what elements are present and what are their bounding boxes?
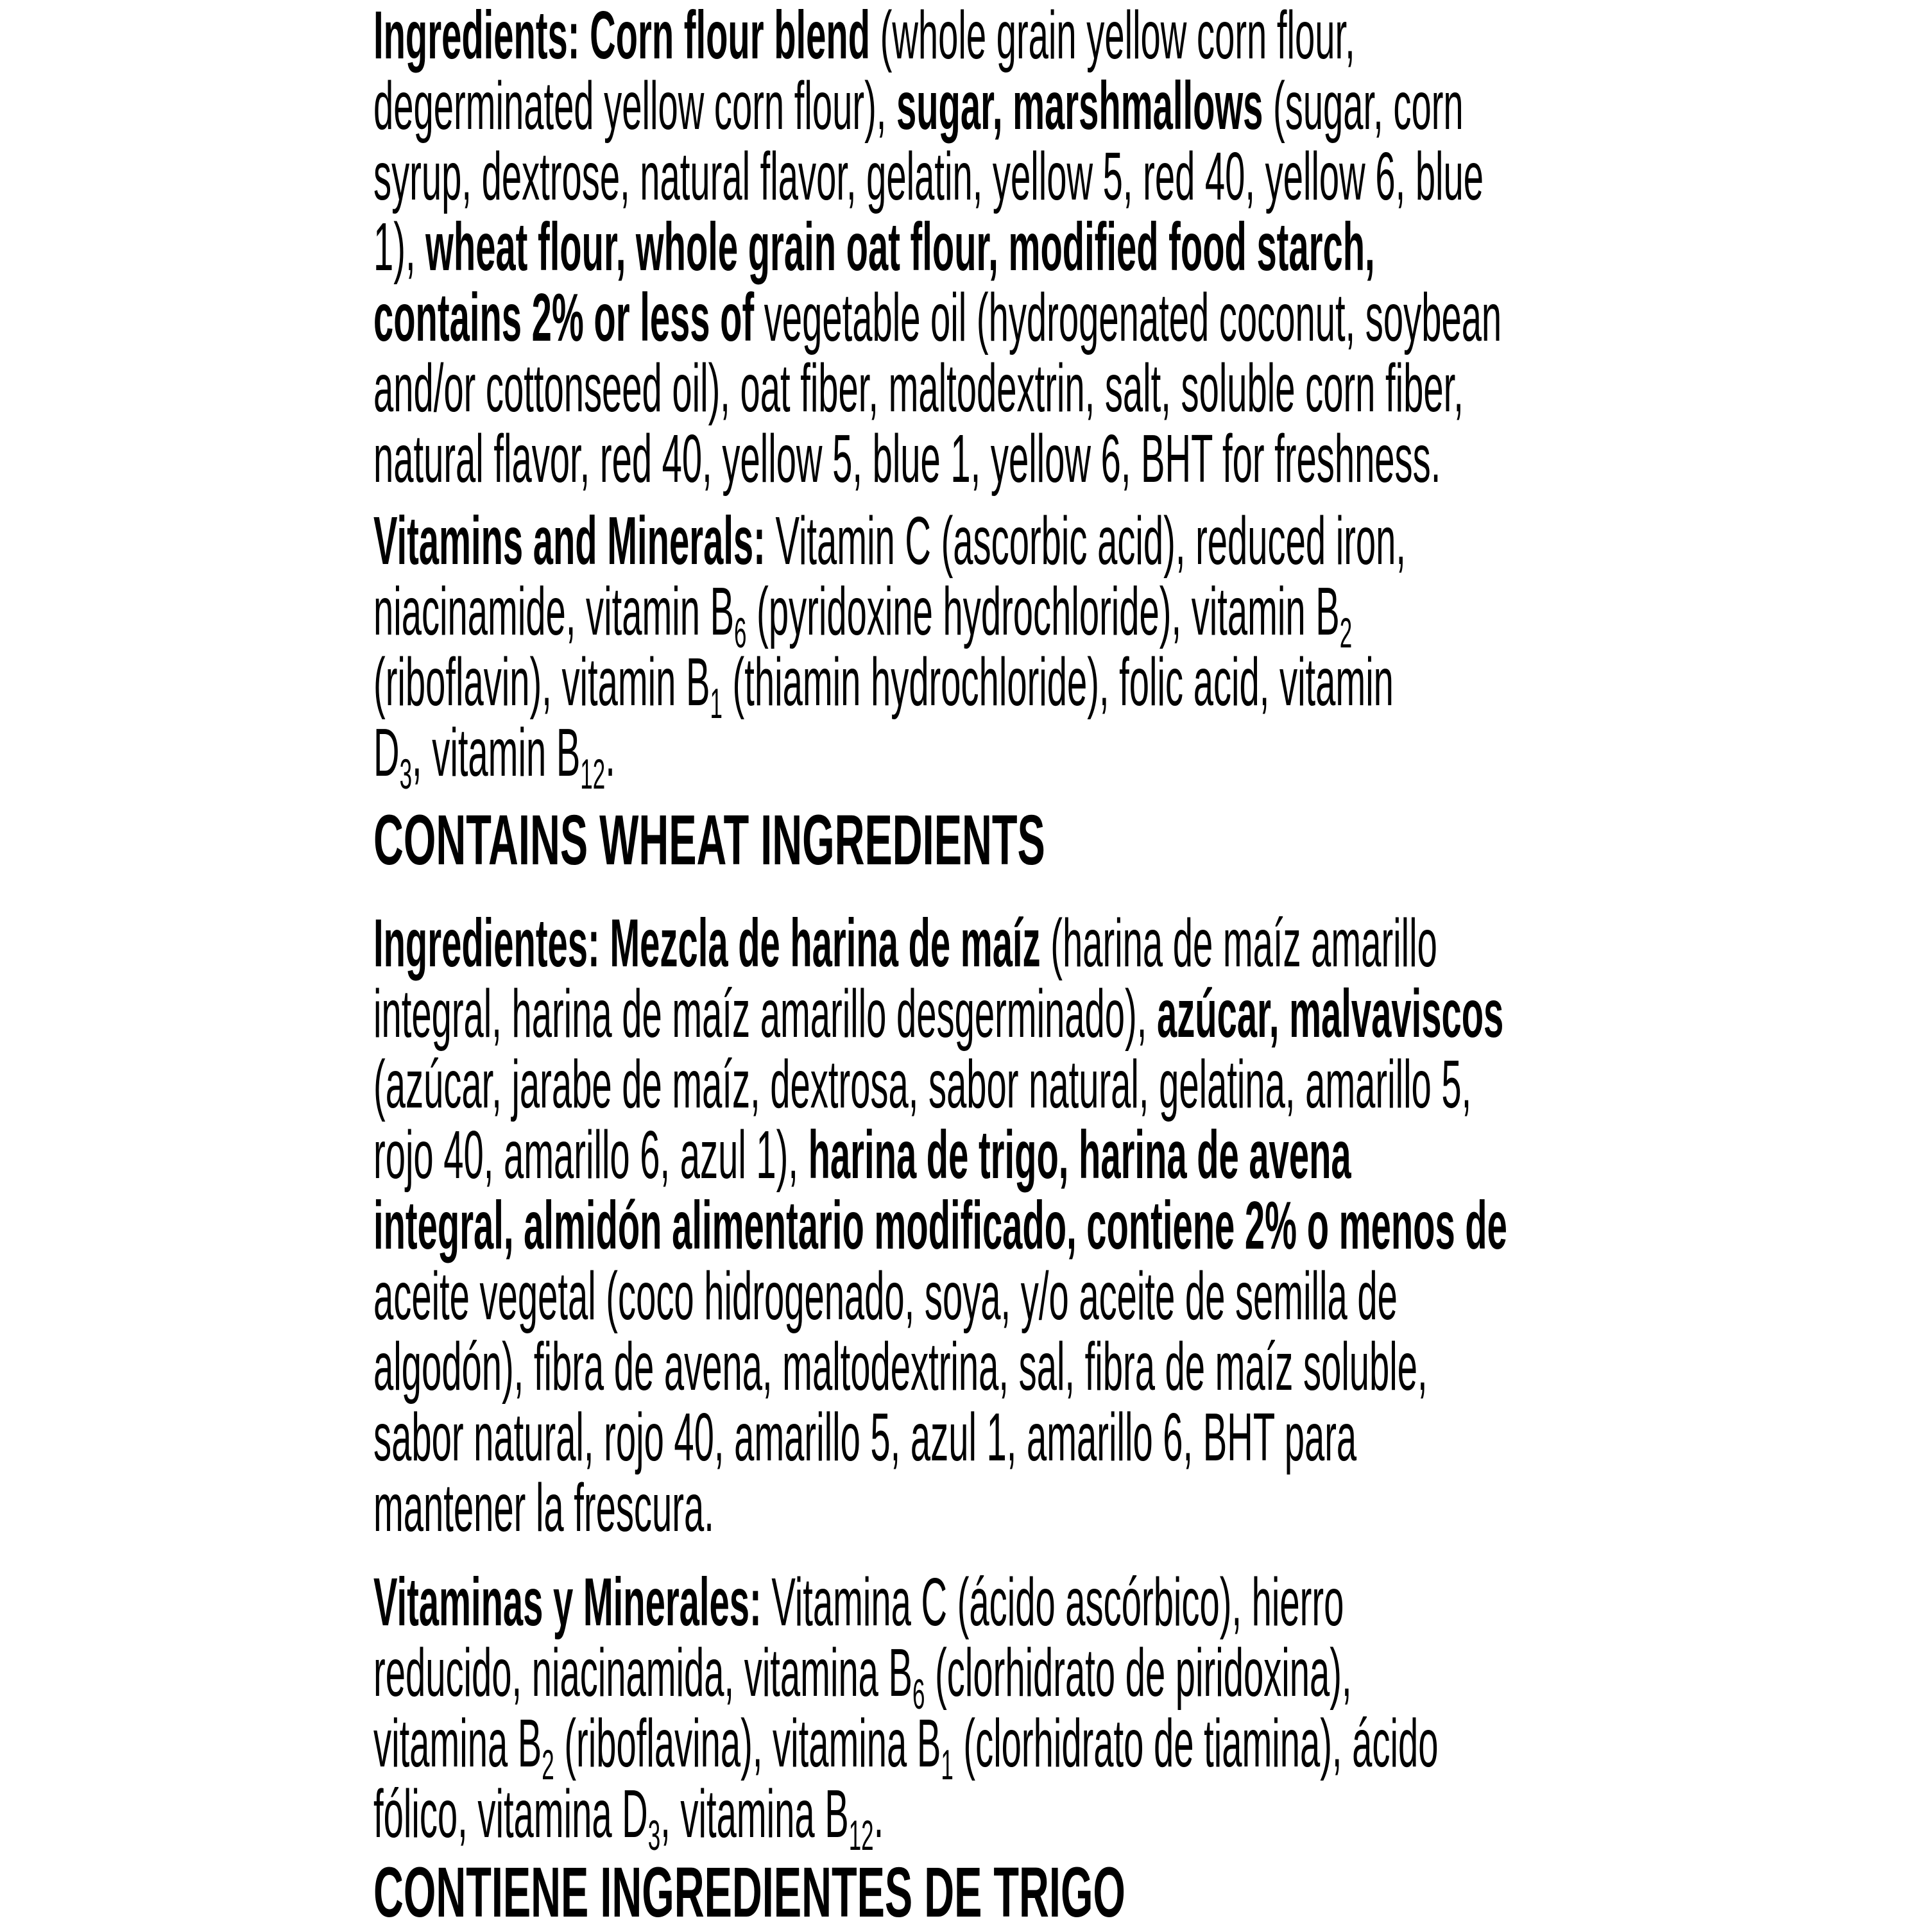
text-run: (clorhidrato de piridoxina),: [925, 1635, 1352, 1711]
text-line: [373, 1635, 1352, 1718]
ingredients-en-paragraph: [373, 0, 1925, 497]
text-line: [373, 1399, 1357, 1475]
text-line: [373, 0, 1355, 73]
text-run: syrup, dextrose, natural flavor, gelatin, yellow 5, red 40, yellow 6, blue: [373, 139, 1484, 214]
text-line: [373, 503, 1407, 579]
text-line: [373, 1047, 1472, 1122]
text-run: (thiamin hydrochloride), folic acid, vitamin: [722, 644, 1394, 720]
text-line: [373, 1564, 1344, 1640]
text-run: .: [605, 715, 615, 791]
subscript-text-run: 3: [399, 750, 413, 798]
text-run: (clorhidrato de tiamina), ácido: [953, 1705, 1439, 1781]
text-run: (riboflavin), vitamin B: [373, 644, 710, 720]
subscript-text-run: 6: [912, 1670, 925, 1718]
text-line: [373, 1117, 1351, 1193]
bold-text-run: azúcar, malvaviscos: [1156, 976, 1504, 1052]
ingredients-label-panel: [373, 0, 1925, 1932]
vitamins-es-paragraph: [373, 1564, 1925, 1859]
text-run: niacinamide, vitamin B: [373, 574, 735, 649]
text-run: (riboflavina), vitamina B: [554, 1705, 941, 1781]
text-line: [373, 715, 1196, 798]
text-run: fólico, vitamina D: [373, 1776, 648, 1852]
text-line: [373, 1470, 1196, 1546]
subscript-text-run: 2: [542, 1741, 554, 1788]
text-line: [373, 68, 1464, 144]
text-run: , vitamin B: [412, 715, 581, 791]
bold-text-run: Ingredientes: Mezcla de harina de maíz: [373, 905, 1051, 981]
text-line: [373, 1258, 1398, 1334]
text-line: [373, 1705, 1439, 1788]
text-run: (whole grain yellow corn flour,: [880, 0, 1355, 73]
text-run: algodón), fibra de avena, maltodextrina, sal, fibra de maíz soluble,: [373, 1329, 1428, 1405]
bold-text-run: Ingredients: Corn flour blend: [373, 0, 880, 73]
text-line: [373, 644, 1394, 727]
subscript-text-run: 12: [848, 1811, 874, 1859]
text-run: integral, harina de maíz amarillo desgerminado),: [373, 976, 1157, 1052]
text-run: reducido, niacinamida, vitamina B: [373, 1635, 913, 1711]
bold-text-run: Vitaminas y Minerales:: [373, 1564, 772, 1640]
allergen-statement-es-text: CONTIENE INGREDIENTES DE TRIGO: [373, 1853, 1125, 1932]
text-run: .: [873, 1776, 884, 1852]
bold-text-run: Vitamins and Minerals:: [373, 503, 776, 579]
subscript-text-run: 2: [1339, 609, 1353, 656]
bold-text-run: harina de trigo, harina de avena: [808, 1117, 1351, 1193]
text-run: vegetable oil (hydrogenated coconut, soybean: [764, 280, 1502, 355]
text-line: [373, 976, 1504, 1052]
subscript-text-run: 6: [734, 609, 747, 656]
subscript-text-run: 1: [710, 680, 723, 727]
text-run: (pyridoxine hydrochloride), vitamin B: [746, 574, 1340, 649]
text-line: [373, 350, 1464, 426]
text-run: Vitamina C (ácido ascórbico), hierro: [771, 1564, 1344, 1640]
text-line: [373, 905, 1437, 981]
text-run: 1),: [373, 209, 426, 285]
text-run: degerminated yellow corn flour),: [373, 68, 896, 144]
text-run: aceite vegetal (coco hidrogenado, soya, y/o aceite de semilla de: [373, 1258, 1398, 1334]
text-run: Vitamin C (ascorbic acid), reduced iron,: [775, 503, 1407, 579]
text-line: [373, 280, 1502, 355]
text-run: (azúcar, jarabe de maíz, dextrosa, sabor natural, gelatina, amarillo 5,: [373, 1047, 1472, 1122]
text-line: [373, 139, 1484, 214]
bold-text-run: integral, almidón alimentario modificado, contiene 2% o menos de: [373, 1188, 1507, 1263]
text-run: vitamina B: [373, 1705, 542, 1781]
text-run: , vitamina B: [660, 1776, 849, 1852]
text-run: mantener la frescura.: [373, 1470, 714, 1546]
text-run: D: [373, 715, 400, 791]
text-line: [373, 574, 1353, 656]
bold-text-run: contains 2% or less of: [373, 280, 764, 355]
text-run: natural flavor, red 40, yellow 5, blue 1, yellow 6, BHT for freshness.: [373, 421, 1441, 497]
bold-text-run: sugar, marshmallows: [896, 68, 1274, 144]
allergen-statement-es: [373, 1853, 1925, 1932]
allergen-statement-en-text: CONTAINS WHEAT INGREDIENTS: [373, 801, 1045, 880]
text-line: [373, 1776, 1196, 1859]
subscript-text-run: 1: [941, 1741, 954, 1788]
subscript-text-run: 3: [647, 1811, 661, 1859]
subscript-text-run: 12: [580, 750, 606, 798]
allergen-statement-en: [373, 801, 1925, 880]
ingredients-es-paragraph: [373, 905, 1925, 1546]
vitamins-en-paragraph: [373, 503, 1925, 798]
text-run: sabor natural, rojo 40, amarillo 5, azul 1, amarillo 6, BHT para: [373, 1399, 1357, 1475]
text-line: [373, 1329, 1428, 1405]
bold-text-run: wheat flour, whole grain oat flour, modified food starch,: [425, 209, 1375, 285]
text-run: rojo 40, amarillo 6, azul 1),: [373, 1117, 809, 1193]
text-run: (harina de maíz amarillo: [1050, 905, 1437, 981]
text-line: [373, 421, 1441, 497]
text-run: (sugar, corn: [1273, 68, 1464, 144]
text-run: and/or cottonseed oil), oat fiber, maltodextrin, salt, soluble corn fiber,: [373, 350, 1464, 426]
text-line: [373, 1188, 1507, 1263]
text-line: [373, 209, 1375, 285]
